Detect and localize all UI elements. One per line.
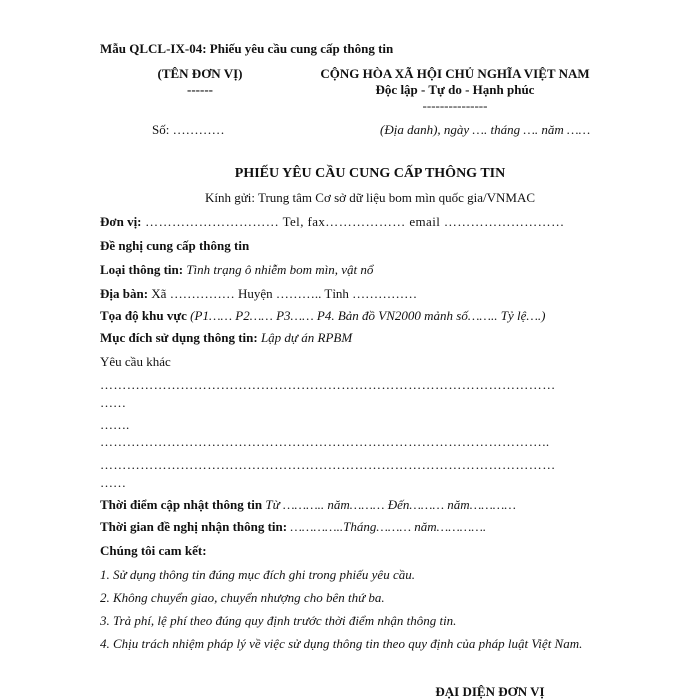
update-time-value: Từ ……….. năm……… Đến……… năm………… [262, 497, 516, 512]
motto: Độc lập - Tự do - Hạnh phúc [375, 82, 535, 97]
receive-time-row [100, 519, 486, 535]
area-label: Địa bàn: [100, 286, 149, 301]
request-heading: Đề nghị cung cấp thông tin [100, 238, 250, 253]
commitment-item: 3. Trả phí, lệ phí theo đúng quy định trước thời điểm nhận thông tin. [100, 613, 457, 628]
commitment-item: 1. Sử dụng thông tin đúng mục đích ghi trong phiếu yêu cầu. [100, 567, 415, 582]
dots-line: ……………………………………………………………………………………….. [100, 434, 550, 449]
update-time-label: Thời điểm cập nhật thông tin [100, 497, 263, 512]
unit-label: Đơn vị: [100, 214, 142, 229]
dots-line: …… [100, 395, 126, 410]
unit-row [100, 214, 564, 230]
form-title: PHIẾU YÊU CẦU CUNG CẤP THÔNG TIN [234, 166, 506, 181]
coords-label: Tọa độ khu vực [100, 308, 187, 323]
coords-value: (P1…… P2…… P3…… P4. Bản đồ VN2000 mảnh số…….. Tỷ lệ….) [186, 308, 546, 323]
form-code: Mẫu QLCL-IX-04: Phiếu yêu cầu cung cấp thông tin [100, 41, 394, 56]
unit-value: ………………………… Tel, fax……………… email ……………………… [141, 214, 565, 229]
dots-line: …… [100, 475, 126, 490]
commitment-item: 4. Chịu trách nhiệm pháp lý về việc sử dụng thông tin theo quy định của pháp luật Việt Nam. [100, 636, 583, 651]
area-value: Xã …………… Huyện ……….. Tỉnh …………… [148, 286, 418, 301]
info-type-label: Loại thông tin: [100, 262, 184, 277]
update-time-row [100, 497, 516, 513]
dots-line: ……. [100, 417, 130, 432]
purpose-value: Lập dự án RPBM [257, 330, 353, 345]
unit-dashes: ------ [187, 82, 213, 97]
info-type-value: Tình trạng ô nhiễm bom mìn, vật nổ [183, 262, 374, 277]
area-row [100, 286, 417, 302]
place-date: (Địa danh), ngày …. tháng …. năm …… [380, 122, 591, 137]
info-type-row [100, 262, 373, 278]
motto-dashes: --------------- [422, 98, 488, 113]
unit-name: (TÊN ĐƠN VỊ) [157, 66, 243, 81]
signature-title: ĐẠI DIỆN ĐƠN VỊ [435, 684, 545, 699]
document-number: Số: ………… [152, 122, 225, 137]
commitment-item: 2. Không chuyển giao, chuyển nhượng cho bên thứ ba. [100, 590, 385, 605]
coords-row [100, 308, 546, 324]
other-requests-label: Yêu cầu khác [100, 354, 171, 369]
dots-line: ………………………………………………………………………………………… [100, 377, 556, 392]
purpose-label: Mục đích sử dụng thông tin: [100, 330, 258, 345]
purpose-row [100, 330, 352, 346]
receive-time-value: …………..Tháng……… năm…………. [287, 519, 487, 534]
recipient: Kính gửi: Trung tâm Cơ sở dữ liệu bom mìn quốc gia/VNMAC [204, 190, 536, 205]
dots-line: ………………………………………………………………………………………… [100, 457, 556, 472]
country-name: CỘNG HÒA XÃ HỘI CHỦ NGHĨA VIỆT NAM [320, 66, 590, 81]
commitment-heading: Chúng tôi cam kết: [100, 543, 207, 558]
receive-time-label: Thời gian đề nghị nhận thông tin: [100, 519, 288, 534]
